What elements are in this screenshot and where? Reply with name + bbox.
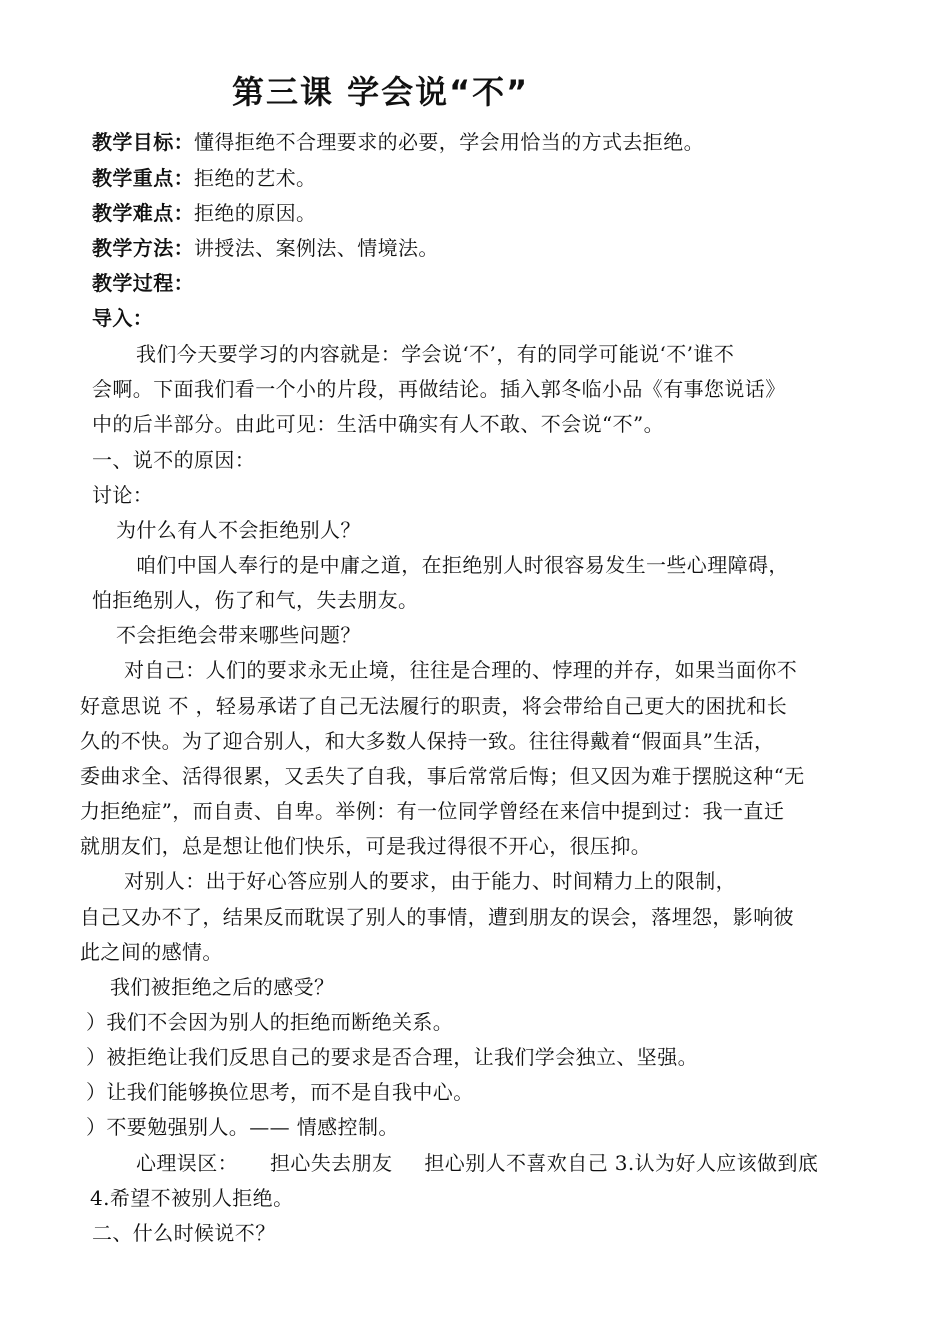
feeling-item: ）被拒绝让我们反思自己的要求是否合理，让我们学会独立、坚强。 (86, 1045, 698, 1069)
intro-line: 会啊。下面我们看一个小的片段，再做结论。插入郭冬临小品《有事您说话》 (92, 377, 786, 401)
meta-objective-text: 懂得拒绝不合理要求的必要，学会用恰当的方式去拒绝。 (194, 130, 704, 154)
meta-difficulty-label: 教学难点： (92, 201, 194, 225)
section-heading: 二、什么时候说不？ (92, 1221, 276, 1245)
question: 我们被拒绝之后的感受？ (110, 975, 335, 999)
meta-intro-label: 导入： (92, 306, 154, 330)
intro-line: 我们今天要学习的内容就是：学会说‘不’，有的同学可能说‘不’谁不 (136, 342, 735, 366)
meta-key-point-text: 拒绝的艺术。 (194, 166, 317, 190)
discuss-label: 讨论： (92, 483, 154, 507)
self-impact-line: 好意思说 不 ，轻易承诺了自己无法履行的职责，将会带给自己更大的困扰和长 (80, 694, 788, 718)
question: 为什么有人不会拒绝别人？ (116, 518, 361, 542)
meta-objective (92, 130, 704, 154)
meta-objective-label: 教学目标： (92, 130, 194, 154)
meta-method-text: 讲授法、案例法、情境法。 (194, 236, 439, 260)
self-impact-line: 委曲求全、活得很累，又丢失了自我，事后常常后悔；但又因为难于摆脱这种“无 (80, 764, 805, 788)
meta-difficulty (92, 201, 316, 225)
misconception-label: 心理误区： (136, 1151, 238, 1175)
others-impact-line: 此之间的感情。 (80, 940, 223, 964)
meta-process-label: 教学过程： (92, 271, 194, 295)
answer-line: 咱们中国人奉行的是中庸之道，在拒绝别人时很容易发生一些心理障碍， (136, 553, 789, 577)
misconception-item: 担心失去朋友 (270, 1151, 393, 1175)
feeling-item: ）我们不会因为别人的拒绝而断绝关系。 (86, 1010, 454, 1034)
answer-line: 怕拒绝别人，伤了和气，失去朋友。 (92, 588, 419, 612)
feeling-item: ）让我们能够换位思考，而不是自我中心。 (86, 1080, 474, 1104)
self-impact-line: 就朋友们，总是想让他们快乐，可是我过得很不开心，很压抑。 (80, 834, 652, 858)
question: 不会拒绝会带来哪些问题？ (116, 623, 361, 647)
meta-method-label: 教学方法： (92, 236, 194, 260)
intro-line: 中的后半部分。由此可见：生活中确实有人不敢、不会说“不”。 (92, 412, 665, 436)
meta-method (92, 236, 439, 260)
meta-intro (92, 306, 153, 330)
section-heading: 一、说不的原因： (92, 448, 256, 472)
others-impact-line: 自己又办不了，结果反而耽误了别人的事情，遭到朋友的误会，落埋怨，影响彼 (80, 905, 794, 929)
feeling-item: ）不要勉强别人。—— 情感控制。 (86, 1115, 399, 1139)
page-title: 第三课 学会说“不” (232, 73, 530, 111)
self-impact-line: 对自己：人们的要求永无止境，往往是合理的、悖理的并存，如果当面你不 (124, 658, 798, 682)
misconception-item: 4.希望不被别人拒绝。 (90, 1186, 294, 1210)
self-impact-line: 久的不快。为了迎合别人，和大多数人保持一致。往往得戴着“假面具”生活， (80, 729, 775, 753)
meta-key-point-label: 教学重点： (92, 166, 194, 190)
others-impact-line: 对别人：出于好心答应别人的要求，由于能力、时间精力上的限制， (124, 869, 736, 893)
misconception-line (136, 1151, 818, 1175)
meta-process (92, 271, 194, 295)
meta-difficulty-text: 拒绝的原因。 (194, 201, 317, 225)
misconception-item: 担心别人不喜欢自己 3.认为好人应该做到底 (424, 1151, 819, 1175)
self-impact-line: 力拒绝症”，而自责、自卑。举例：有一位同学曾经在来信中提到过：我一直迁 (80, 799, 785, 823)
meta-key-point (92, 166, 316, 190)
